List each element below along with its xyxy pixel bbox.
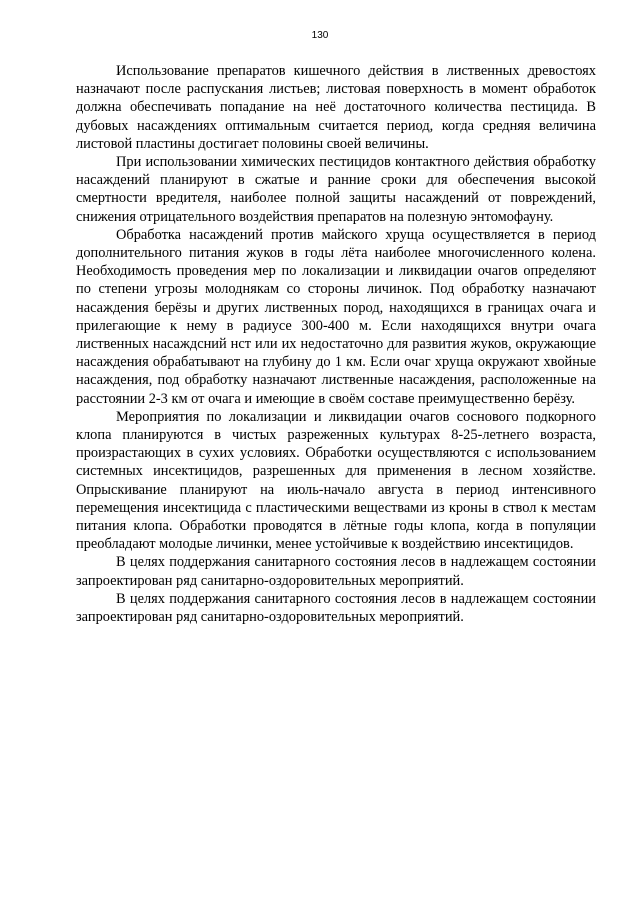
page-number: 130: [311, 30, 329, 41]
paragraph-sanitary-measures-repeat: В целях поддержания санитарного состояния лесов в надлежащем состоянии запроектирован ряд санитарно-оздоровительных мероприятий.: [76, 590, 596, 626]
body-text: [76, 62, 596, 626]
paragraph-pesticides-contact: При использовании химических пестицидов контактного действия обработку насаждений планируют в сжатые и ранние сроки для обеспечения высокой смертности вредителя, наиболее полной защиты насаждений от повреждений, снижения отрицательного воздействия препаратов на полезную энтомофауну.: [76, 154, 596, 225]
paragraph-sanitary-measures: В целях поддержания санитарного состояния лесов в надлежащем состоянии запроектирован ряд санитарно-оздоровительных мероприятий.: [76, 554, 596, 589]
paragraph-may-beetle: Обработка насаждений против майского хруща осуществляется в период дополнительного питания жуков в годы лёта наиболее многочисленного колена. Необходимость проведения мер по локализации и ликвидации очагов определяют по степени угрозы молоднякам со стороны личинок. Под обработку назначают насаждения берёзы и других лиственных пород, находящихся в границах очага и прилегающие к нему в радиусе 300-400 м. Если находящихся внутри очага лиственных насаждсний нст или их недостаточно для развития жуков, окружающие насаждения обрабатывают на глубину до 1 км. Если очаг хруща окружают хвойные насаждения, под обработку назначают лиственные насаждения, расположенные на расстоянии 2-3 км от очага и имеющие в своём составе преимущественно берёзу.: [76, 226, 596, 407]
paragraph-pine-bark-bug: Мероприятия по локализации и ликвидации очагов соснового подкорного клопа планируются в чистых разреженных культурах 8-25-летнего возраста, произрастающих в сухих условиях. Обработки осуществляются с использованием системных инсектицидов, разрешенных для применения в лесном хозяйстве. Опрыскивание планируют на июль-начало августа в период интенсивного перемещения инсектицида с пластическими веществами из кроны в ствол к местам питания клопа. Обработки проводятся в лётные годы клопа, когда в популяции преобладают молодые личинки, менее устойчивые к воздействию инсектицидов.: [76, 408, 596, 553]
paragraph-pesticides-intestinal: Использование препаратов кишечного действия в лиственных древостоях назначают после распускания листьев; листовая поверхность в момент обработок должна обеспечивать попадание на неё достаточного количества пестицида. В дубовых насаждениях оптимальным считается период, когда средняя величина листовой пластины достигает половины своей величины.: [76, 63, 596, 152]
